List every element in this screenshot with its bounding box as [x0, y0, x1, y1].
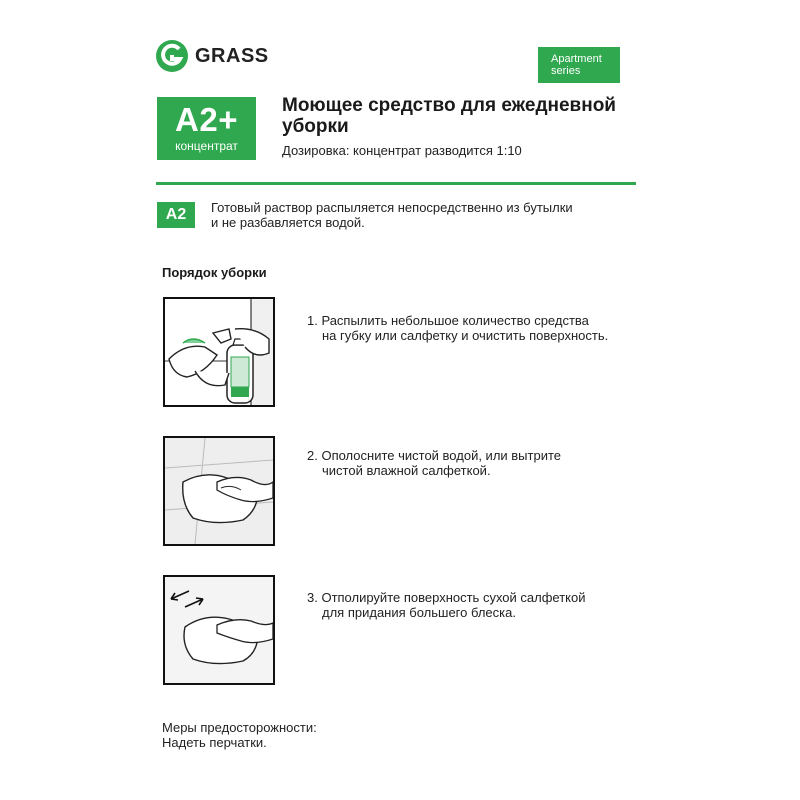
- series-line2: series: [551, 65, 581, 77]
- product-code-sub: концентрат: [175, 139, 238, 153]
- variant-code-badge: A2: [157, 202, 195, 228]
- variant-text-line1: Готовый раствор распыляется непосредственно из бутылки: [211, 200, 573, 215]
- series-badge: [538, 47, 620, 83]
- product-title-line2: уборки: [282, 116, 349, 137]
- procedure-title: Порядок уборки: [162, 265, 267, 280]
- series-line1: Apartment: [551, 53, 602, 65]
- brand-logo: [155, 38, 269, 74]
- step-3-line1: 3. Отполируйте поверхность сухой салфеткой: [307, 590, 586, 605]
- grass-logo-icon: [155, 39, 189, 73]
- divider: [156, 182, 636, 185]
- step-1-text: [307, 313, 637, 343]
- step-3-line2: для придания большего блеска.: [322, 605, 516, 620]
- dosage-text: Дозировка: концентрат разводится 1:10: [282, 143, 522, 158]
- variant-description: [211, 200, 611, 230]
- step-1-line1: 1. Распылить небольшое количество средства: [307, 313, 589, 328]
- step-1-line2: на губку или салфетку и очистить поверхность.: [322, 328, 609, 343]
- product-title: [282, 95, 642, 137]
- step-2-text: [307, 448, 637, 478]
- product-title-line1: Моющее средство для ежедневной: [282, 95, 616, 116]
- step-3-text: [307, 590, 637, 620]
- precautions: [162, 720, 317, 750]
- step-2-line2: чистой влажной салфеткой.: [322, 463, 491, 478]
- brand-name: GRASS: [195, 44, 269, 67]
- polish-dry-cloth-icon: [163, 575, 275, 685]
- precautions-text: Надеть перчатки.: [162, 735, 267, 750]
- wipe-wet-cloth-icon: [163, 436, 275, 546]
- step-2-line1: 2. Ополосните чистой водой, или вытрите: [307, 448, 562, 463]
- variant-text-line2: и не разбавляется водой.: [211, 215, 365, 230]
- product-code: A2+: [175, 101, 238, 138]
- precautions-title: Меры предосторожности:: [162, 720, 317, 735]
- spray-bottle-sponge-icon: [163, 297, 275, 407]
- product-code-badge: [157, 97, 256, 160]
